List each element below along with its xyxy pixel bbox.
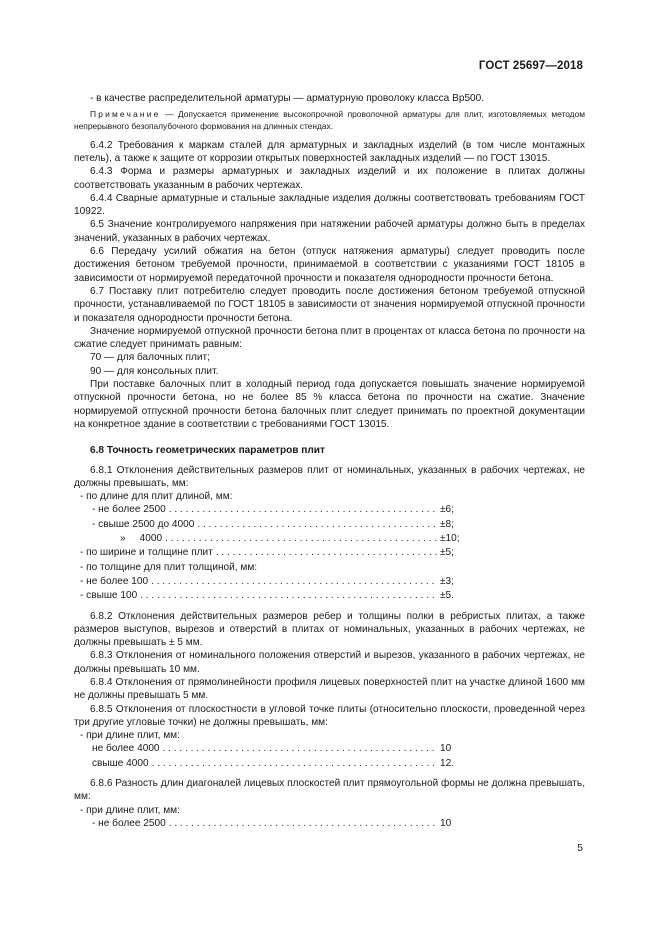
para-6-4-4: 6.4.4 Сварные арматурные и стальные закладные изделия должны соответствовать требованиям ГОСТ 10922. [74, 192, 585, 218]
diagonal-intro: - при длине плит, мм: [80, 804, 180, 816]
tolerance-row [74, 518, 470, 532]
dot-leader [151, 575, 437, 589]
tolerance-value: ±5; [440, 547, 454, 559]
dot-leader [163, 742, 437, 756]
para-6-8-2: 6.8.2 Отклонения действительных размеров ребер и толщины полки в ребристых плитах, а также размеров выступов, вырезов и отверстий в плитах от номинальных, указанных в рабочих чертежах, не должны превышать ± 5 мм. [74, 610, 585, 649]
dot-leader [216, 546, 437, 560]
length-intro: - по длине для плит длиной, мм: [80, 491, 233, 503]
tolerance-value: ±3; [440, 575, 454, 587]
para-6-8-6: 6.8.6 Разность длин диагоналей лицевых плоскостей плит прямоугольной формы не должна превышать, мм: [74, 778, 585, 803]
dot-leader [169, 817, 437, 831]
tolerance-row [74, 575, 470, 589]
tolerance-value: ±10; [440, 533, 460, 545]
tolerance-label: - не более 100 [80, 575, 149, 587]
para-6-7: 6.7 Поставку плит потребителю следует проводить после достижения бетоном требуемой отпускной прочности, устанавливаемой по ГОСТ 18105 в зависимости от значения нормируемой отпускной прочности и показателя однородности прочности бетона. [74, 285, 585, 324]
tolerance-label: - не более 2500 [92, 504, 166, 516]
spacer [74, 132, 585, 139]
dot-leader [140, 589, 437, 603]
tolerance-row [74, 546, 470, 560]
note-label: Примечание [90, 109, 161, 120]
wire-paragraph: - в качестве распределительной арматуры — арматурную проволоку класса Вр500. [90, 93, 485, 104]
para-6-4-2: 6.4.2 Требования к маркам сталей для арматурных и закладных изделий (в том числе монтажных петель), а также к защите от коррозии открытых поверхностей закладных изделий — по ГОСТ 13015. [74, 139, 585, 164]
tolerance-row [74, 589, 470, 603]
dot-leader [197, 518, 437, 532]
tolerance-label: » 4000 [120, 533, 163, 545]
tolerance-row [74, 532, 470, 546]
dot-leader [169, 503, 437, 517]
flatness-intro: - при длине плит, мм: [80, 730, 180, 742]
tolerance-row [74, 757, 470, 771]
para-6-7-strength: Значение нормируемой отпускной прочности бетона плит в процентах от класса бетона по прочности на сжатие следует принимать равным: [74, 325, 585, 351]
tolerance-value: 10 [440, 817, 452, 829]
tolerance-row [74, 817, 470, 831]
section-6-8-heading: 6.8 Точность геометрических параметров плит [90, 445, 325, 457]
dot-leader [152, 757, 437, 771]
tolerance-label: не более 4000 [92, 743, 160, 755]
tolerance-value: ±5. [440, 590, 454, 602]
spacer [74, 431, 585, 444]
para-6-8-4: 6.8.4 Отклонения от прямолинейности профиля лицевых поверхностей плит на участке длиной 1600 мм не должны превышать 5 мм. [74, 676, 585, 702]
tolerance-label: свыше 4000 [92, 757, 149, 769]
para-6-8-3: 6.8.3 Отклонения от номинального положения отверстий и вырезов, указанного в рабочих чертежах, не должны превышать 10 мм. [74, 650, 585, 675]
thickness-intro: - по толщине для плит толщиной, мм: [80, 561, 258, 573]
tolerance-label: - свыше 2500 до 4000 [92, 518, 195, 530]
para-6-7-winter: При поставке балочных плит в холодный период года допускается повышать значение нормируемой отпускной прочности бетона, но не более 85 % класса бетона по прочности на сжатие. Значение нормируемой отпускной прочности бетона балочных плит следует принимать по проектной документации на конкретное здание в соответствии с требованиями ГОСТ 13015. [74, 379, 585, 430]
tolerance-label: - не более 2500 [92, 817, 166, 829]
document-header: ГОСТ 25697—2018 [478, 60, 583, 72]
para-6-4-3: 6.4.3 Форма и размеры арматурных и закладных изделий и их положение в плитах должны соответствовать указанным в рабочих чертежах. [74, 166, 585, 191]
tolerance-label: - свыше 100 [80, 590, 138, 602]
tolerance-value: 12. [440, 757, 455, 769]
para-6-7-beam: 70 — для балочных плит; [90, 352, 210, 364]
page-number: 5 [577, 842, 583, 854]
tolerance-value: ±8; [440, 518, 454, 530]
tolerance-label: - по ширине и толщине плит [80, 547, 213, 559]
page-body [74, 92, 585, 831]
para-6-8-1: 6.8.1 Отклонения действительных размеров плит от номинальных, указанных в рабочих чертежах, не должны превышать, мм: [74, 464, 585, 489]
note-text: — Допускается применение высокопрочной проволочной арматуры для плит, изготовляемых методом непрерывного безопалубочного формования на длинных стендах. [74, 109, 585, 131]
tolerance-value: 10 [440, 743, 452, 755]
tolerance-row [74, 742, 470, 756]
para-6-5: 6.5 Значение контролируемого напряжения при натяжении рабочей арматуры должно быть в пределах значений, указанных в рабочих чертежах. [74, 219, 585, 244]
para-6-7-cantilever: 90 — для консольных плит. [90, 365, 219, 377]
note-paragraph [74, 109, 585, 131]
para-6-6: 6.6 Передачу усилий обжатия на бетон (отпуск натяжения арматуры) следует проводить после достижения бетоном требуемой прочности, принимаемой в соответствии с указаниями ГОСТ 18105 в зависимости от нормируемой передаточной прочности и показателя однородности прочности бетона. [74, 246, 585, 284]
tolerance-row [74, 503, 470, 517]
tolerance-value: ±6; [440, 504, 454, 516]
para-6-8-5: 6.8.5 Отклонения от плоскостности в угловой точке плиты (относительно плоскости, проведенной через три другие угловые точки) не должны превышать, мм: [74, 703, 585, 728]
dot-leader [165, 532, 437, 546]
